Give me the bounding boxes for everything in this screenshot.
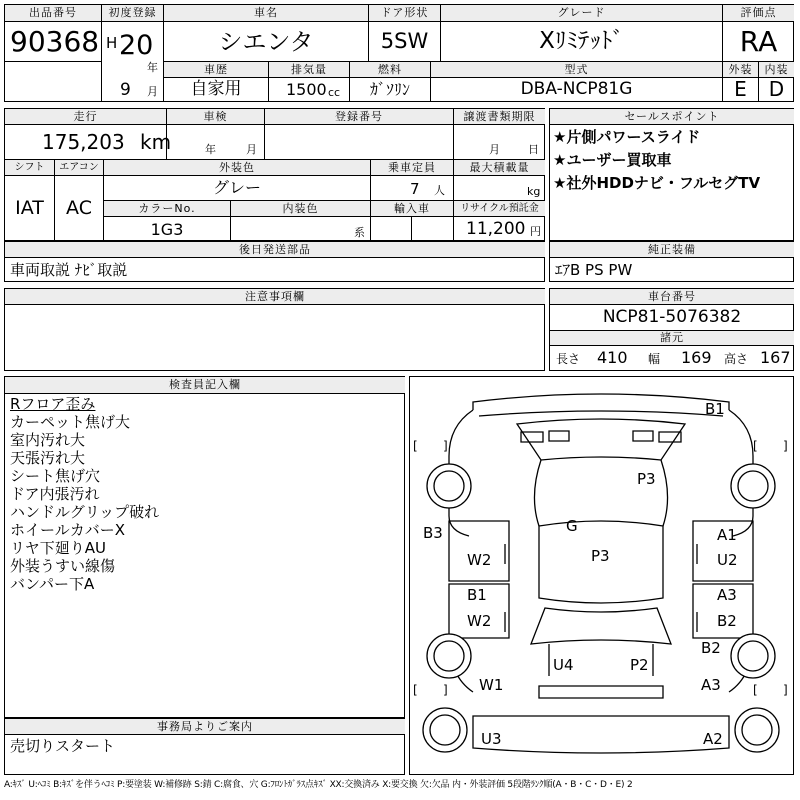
- model-code-label: 型式: [431, 62, 722, 77]
- recycle-deposit-label: リサイクル預託金: [454, 201, 545, 216]
- damage-mark: W2: [467, 551, 492, 569]
- displacement-unit: cc: [328, 86, 341, 99]
- damage-mark: G: [566, 517, 578, 535]
- inspection-year-unit: 年: [205, 143, 216, 156]
- registration-number-label: 登録番号: [265, 109, 453, 124]
- office-notice-label: 事務局よりご案内: [5, 719, 405, 734]
- color-number: 1G3: [150, 220, 184, 239]
- svg-text:[: [: [413, 439, 418, 453]
- equipment-label: 純正装備: [550, 242, 794, 257]
- width-label: 幅: [648, 352, 661, 366]
- damage-mark: U3: [481, 730, 502, 748]
- capacity-label: 乗車定員: [371, 160, 453, 175]
- transfer-day-unit: 日: [528, 143, 539, 156]
- svg-text:]: ]: [443, 439, 448, 453]
- mileage-label: 走行: [5, 109, 166, 124]
- import-label: 輸入車: [371, 201, 453, 216]
- inspector-note-4: 天張汚れ大: [10, 449, 86, 467]
- damage-mark: A1: [717, 526, 737, 544]
- inspection-label: 車検: [167, 109, 264, 124]
- interior-color-label: 内装色: [231, 201, 370, 216]
- inspection-month-unit: 月: [246, 143, 257, 156]
- inspector-note-5: シート焦げ穴: [10, 467, 101, 485]
- door-type: 5SW: [380, 29, 429, 53]
- inspector-note-9: リヤ下廻りAU: [10, 539, 106, 557]
- damage-mark: B1: [705, 400, 725, 418]
- damage-mark: A3: [717, 586, 737, 604]
- car-name-label: 車名: [164, 5, 368, 21]
- damage-mark: P3: [591, 547, 610, 565]
- svg-text:[: [: [753, 439, 758, 453]
- lot-number: 90368: [10, 25, 100, 58]
- chassis-number: NCP81-5076382: [602, 307, 742, 327]
- capacity-unit: 人: [434, 184, 445, 197]
- exterior-color-label: 外装色: [104, 160, 370, 175]
- interior-grade: D: [768, 77, 785, 101]
- height-label: 高さ: [724, 352, 749, 366]
- shift-label: シフト: [5, 160, 54, 175]
- exterior-grade: E: [734, 77, 747, 101]
- registration-year: 20: [119, 30, 154, 61]
- exterior-color: グレー: [212, 178, 261, 197]
- inspector-note-2: カーペット焦げ大: [10, 413, 131, 431]
- svg-text:]: ]: [783, 683, 788, 697]
- damage-mark: U4: [553, 656, 574, 674]
- inspector-note-3: 室内汚れ大: [10, 431, 86, 449]
- transfer-deadline-label: 譲渡書類期限: [454, 109, 545, 124]
- damage-mark: P2: [630, 656, 649, 674]
- lot-number-label: 出品番号: [5, 5, 101, 21]
- damage-mark: B2: [701, 639, 721, 657]
- mileage: 175,203: [42, 130, 125, 154]
- equipment: ｴｱB PS PW: [555, 261, 633, 279]
- color-number-label: カラーNo.: [104, 201, 230, 216]
- damage-mark: W2: [467, 612, 492, 630]
- car-outline-drawing: [413, 394, 788, 753]
- damage-mark: P3: [637, 470, 656, 488]
- svg-text:[: [: [753, 683, 758, 697]
- score: RA: [739, 25, 778, 58]
- year-unit: 年: [147, 61, 158, 74]
- damage-mark: B1: [467, 586, 487, 604]
- displacement-label: 排気量: [269, 62, 349, 77]
- door-type-label: ドア形状: [369, 5, 440, 21]
- car-diagram: [409, 376, 794, 775]
- capacity: 7: [410, 180, 420, 198]
- score-label: 評価点: [723, 5, 794, 21]
- interior-label: 内装: [759, 62, 794, 77]
- grade-label: グレード: [441, 5, 722, 21]
- transfer-month-unit: 月: [489, 143, 500, 156]
- post-parts-label: 後日発送部品: [5, 242, 545, 257]
- first-registration-label: 初度登録: [102, 5, 163, 21]
- caution-label: 注意事項欄: [5, 289, 545, 304]
- aircon-label: エアコン: [55, 160, 103, 175]
- svg-text:]: ]: [443, 683, 448, 697]
- displacement: 1500: [286, 80, 327, 99]
- recycle-deposit: 11,200: [466, 219, 526, 239]
- registration-month: 9: [120, 80, 131, 100]
- interior-color-unit: 系: [354, 226, 365, 239]
- selling-points-label: セールスポイント: [550, 109, 794, 124]
- shift: IAT: [15, 197, 44, 219]
- specs-label: 諸元: [550, 331, 794, 345]
- inspector-note-6: ドア内張汚れ: [10, 485, 100, 503]
- damage-legend: A:ｷｽﾞ U:ﾍｺﾐ B:ｷｽﾞを伴うﾍｺﾐ P:要塗装 W:補修跡 S:錆 C:腐食、穴 G:ﾌﾛﾝﾄｶﾞﾗｽ点ｷｽﾞ XX:交換済み X:要交換 欠:欠品 内・外装評価 5段階ﾗﾝｸ順(A・B・C・D・E) 2: [4, 780, 633, 790]
- selling-point-1: ★片側パワースライド: [553, 128, 701, 146]
- recycle-unit: 円: [530, 225, 541, 238]
- svg-text:[: [: [413, 683, 418, 697]
- damage-mark: B3: [423, 524, 443, 542]
- aircon: AC: [66, 197, 92, 219]
- inspector-notes-label: 検査員記入欄: [5, 377, 405, 393]
- selling-point-3: ★社外HDDナビ・フルセグTV: [553, 174, 761, 192]
- registration-era: H: [106, 34, 118, 52]
- damage-mark: W1: [479, 676, 504, 694]
- history-label: 車歴: [164, 62, 268, 77]
- chassis-number-label: 車台番号: [550, 289, 794, 304]
- damage-mark: U2: [717, 551, 738, 569]
- office-notice: 売切りスタート: [10, 737, 116, 755]
- max-load-label: 最大積載量: [454, 160, 545, 175]
- car-name: シエンタ: [218, 28, 314, 56]
- fuel: ｶﾞｿﾘﾝ: [369, 80, 410, 99]
- grade: Xﾘﾐﾃｯﾄﾞ: [539, 28, 624, 54]
- history: 自家用: [190, 79, 242, 99]
- selling-point-2: ★ユーザー買取車: [553, 151, 672, 169]
- width: 169: [681, 348, 712, 367]
- max-load-unit: kg: [527, 185, 541, 198]
- damage-mark: B2: [717, 612, 737, 630]
- exterior-label: 外装: [723, 62, 758, 77]
- inspector-note-7: ハンドルグリップ破れ: [10, 503, 160, 521]
- length-label: 長さ: [556, 352, 581, 366]
- fuel-label: 燃料: [350, 62, 430, 77]
- month-unit: 月: [147, 85, 158, 98]
- inspector-note-11: バンパー下A: [10, 575, 95, 593]
- height: 167: [760, 348, 791, 367]
- inspector-note-8: ホイールカバーX: [10, 521, 125, 539]
- length: 410: [597, 348, 628, 367]
- inspector-note-1: Rフロア歪み: [10, 395, 96, 413]
- mileage-unit: km: [140, 130, 172, 154]
- post-parts: 車両取説 ﾅﾋﾞ取説: [10, 261, 128, 279]
- damage-mark: A2: [703, 730, 723, 748]
- svg-text:]: ]: [783, 439, 788, 453]
- damage-mark: A3: [701, 676, 721, 694]
- inspector-note-10: 外装うすい線傷: [10, 557, 116, 575]
- model-code: DBA-NCP81G: [520, 79, 633, 99]
